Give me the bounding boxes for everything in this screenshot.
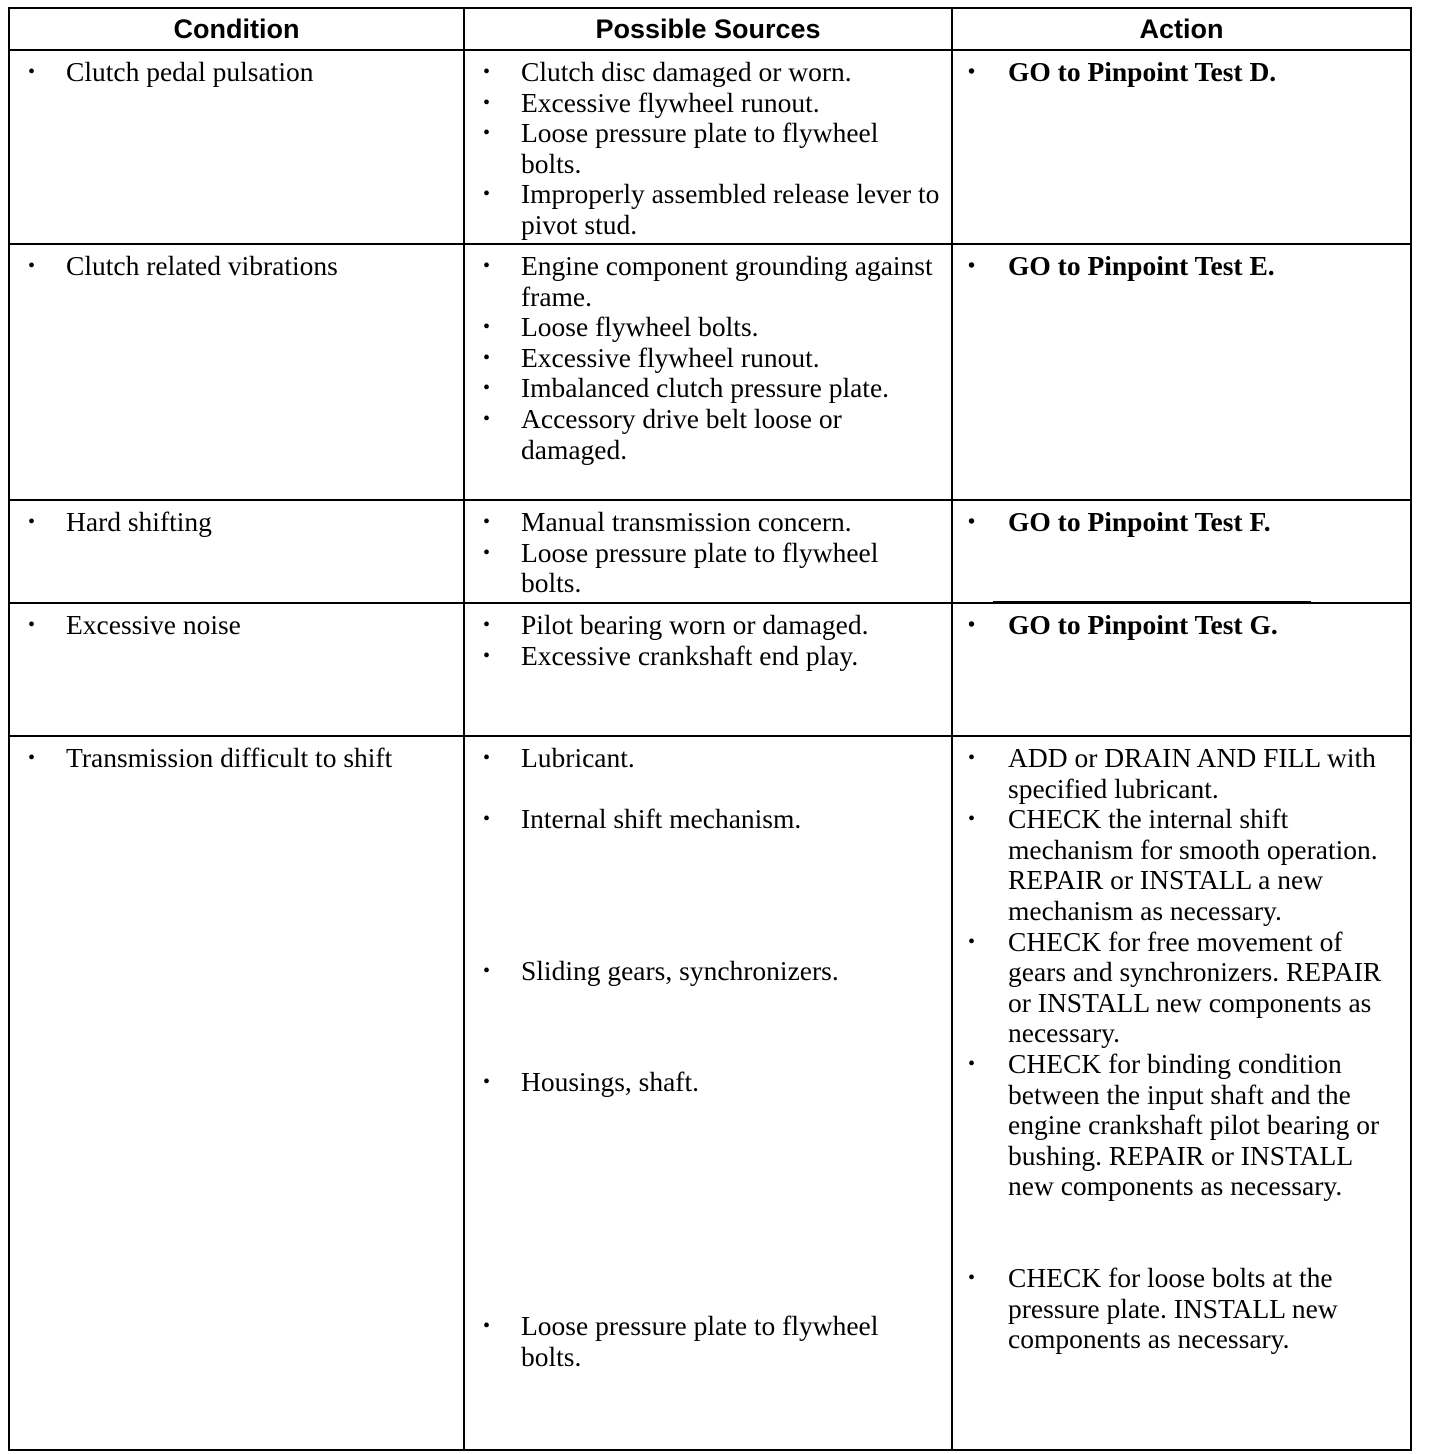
sources-cell <box>464 500 952 603</box>
row-divider-line <box>993 601 1311 604</box>
diagnosis-table <box>8 7 1412 1451</box>
condition-cell <box>9 50 464 244</box>
action-item: • CHECK for free movement of gears and synchronizers. REPAIR or INSTALL new components as necessary. <box>953 927 1410 1049</box>
source-item: • Excessive crankshaft end play. <box>465 641 951 672</box>
source-item: • Excessive flywheel runout. <box>465 343 951 374</box>
action-item: • GO to Pinpoint Test D. <box>953 57 1410 88</box>
source-item: • Loose pressure plate to flywheel bolts. <box>465 1311 951 1372</box>
action-cell <box>952 50 1411 244</box>
table-row <box>9 244 1411 500</box>
source-item: • Clutch disc damaged or worn. <box>465 57 951 88</box>
condition-text: • Clutch related vibrations <box>10 251 463 282</box>
condition-text: • Hard shifting <box>10 507 463 538</box>
condition-text: • Transmission difficult to shift <box>10 743 463 774</box>
source-item: • Pilot bearing worn or damaged. <box>465 610 951 641</box>
source-item: • Manual transmission concern. <box>465 507 951 538</box>
condition-cell <box>9 244 464 500</box>
action-item: • ADD or DRAIN AND FILL with specified lubricant. <box>953 743 1410 804</box>
table-row <box>9 736 1411 1450</box>
action-cell <box>952 244 1411 500</box>
source-item: • Internal shift mechanism. <box>465 804 951 835</box>
table-row <box>9 500 1411 603</box>
action-header: Action <box>952 8 1411 50</box>
action-item: • GO to Pinpoint Test F. <box>953 507 1410 538</box>
source-item: • Improperly assembled release lever to pivot stud. <box>465 179 951 240</box>
condition-cell <box>9 736 464 1450</box>
sources-cell <box>464 244 952 500</box>
action-item: • CHECK for binding condition between the input shaft and the engine crankshaft pilot bearing or bushing. REPAIR or INSTALL new components as necessary. <box>953 1049 1410 1202</box>
source-item: • Lubricant. <box>465 743 951 774</box>
source-item: • Housings, shaft. <box>465 1067 951 1098</box>
action-item: • GO to Pinpoint Test G. <box>953 610 1410 641</box>
source-item: • Excessive flywheel runout. <box>465 88 951 119</box>
action-item: • GO to Pinpoint Test E. <box>953 251 1410 282</box>
possible-sources-header: Possible Sources <box>464 8 952 50</box>
action-cell <box>952 500 1411 603</box>
sources-cell <box>464 603 952 736</box>
source-item: • Engine component grounding against frame. <box>465 251 951 312</box>
action-cell <box>952 603 1411 736</box>
source-item: • Loose pressure plate to flywheel bolts. <box>465 538 951 599</box>
table-row <box>9 50 1411 244</box>
header-row <box>9 8 1411 50</box>
sources-cell <box>464 50 952 244</box>
sources-cell <box>464 736 952 1450</box>
condition-cell <box>9 603 464 736</box>
condition-text: • Clutch pedal pulsation <box>10 57 463 88</box>
condition-header: Condition <box>9 8 464 50</box>
action-cell <box>952 736 1411 1450</box>
condition-text: • Excessive noise <box>10 610 463 641</box>
condition-cell <box>9 500 464 603</box>
source-item: • Accessory drive belt loose or damaged. <box>465 404 951 465</box>
source-item: • Loose pressure plate to flywheel bolts. <box>465 118 951 179</box>
source-item: • Loose flywheel bolts. <box>465 312 951 343</box>
source-item: • Imbalanced clutch pressure plate. <box>465 373 951 404</box>
action-item: • CHECK the internal shift mechanism for smooth operation. REPAIR or INSTALL a new mechanism as necessary. <box>953 804 1410 926</box>
table-row <box>9 603 1411 736</box>
source-item: • Sliding gears, synchronizers. <box>465 956 951 987</box>
action-item: • CHECK for loose bolts at the pressure plate. INSTALL new components as necessary. <box>953 1263 1410 1355</box>
